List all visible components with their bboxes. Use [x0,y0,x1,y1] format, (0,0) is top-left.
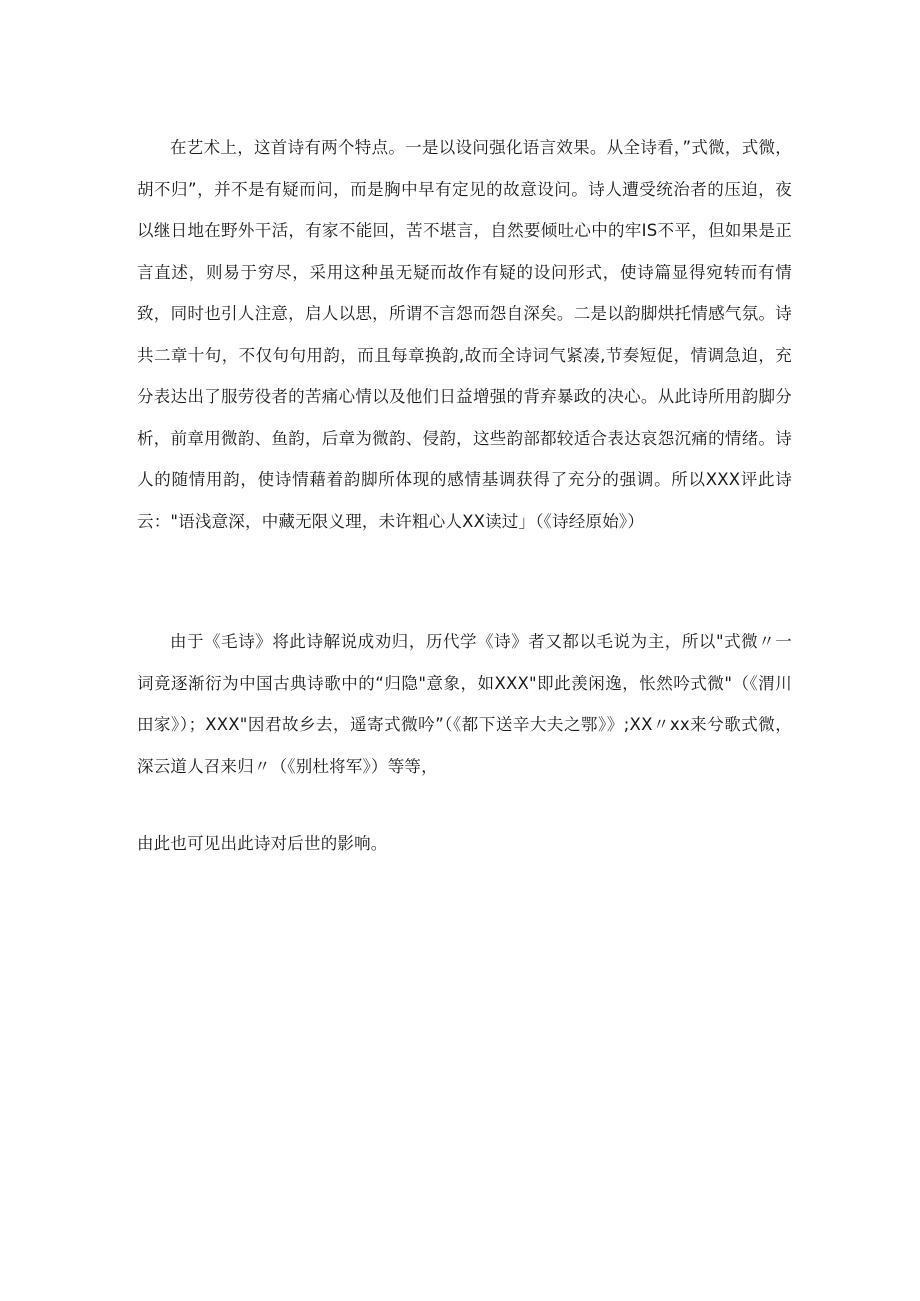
paragraph-influence-imagery: 由于《毛诗》将此诗解说成劝归，历代学《诗》者又都以毛说为主，所以"式微〃一词竟逐渐衍为中国古典诗歌中的“归隐"意象，如XXX"即此羡闲逸，怅然吟式微"（《渭川田家》）；XXX"因君故乡去，遥寄式微吟”（《都下送辛大夫之鄂》》;XX〃xx来兮歌式微，深云道人召来归〃（《别杜将军》）等等， [137,632,792,776]
paragraph-conclusion: 由此也可见出此诗对后世的影响。 [137,834,388,853]
paragraph-artistic-features: 在艺术上，这首诗有两个特点。一是以设问强化语言效果。从全诗看，”式微，式微，胡不归”，并不是有疑而问，而是胸中早有定见的故意设问。诗人遭受统治者的压迫，夜以继日地在野外干活，有家不能回，苦不堪言，自然要倾吐心中的牢IS不平，但如果是正言直述，则易于穷尽，采用这种虽无疑而故作有疑的设问形式，使诗篇显得宛转而有情致，同时也引人注意，启人以思，所谓不言怨而怨自深矣。二是以韵脚烘托情感气氛。诗共二章十句，不仅句句用韵，而且每章换韵,故而全诗词气紧凑,节奏短促，情调急迫，充分表达出了服劳役者的苦痛心情以及他们日益增强的背弃暴政的决心。从此诗所用韵脚分析，前章用微韵、鱼韵，后章为微韵、侵韵，这些韵部都较适合表达哀怨沉痛的情绪。诗人的随情用韵，使诗情藉着韵脚所体现的感情基调获得了充分的强调。所以XXX评此诗云："语浅意深，中藏无限义理，未许粗心人XX读过」（《诗经原始》） [137,138,792,531]
